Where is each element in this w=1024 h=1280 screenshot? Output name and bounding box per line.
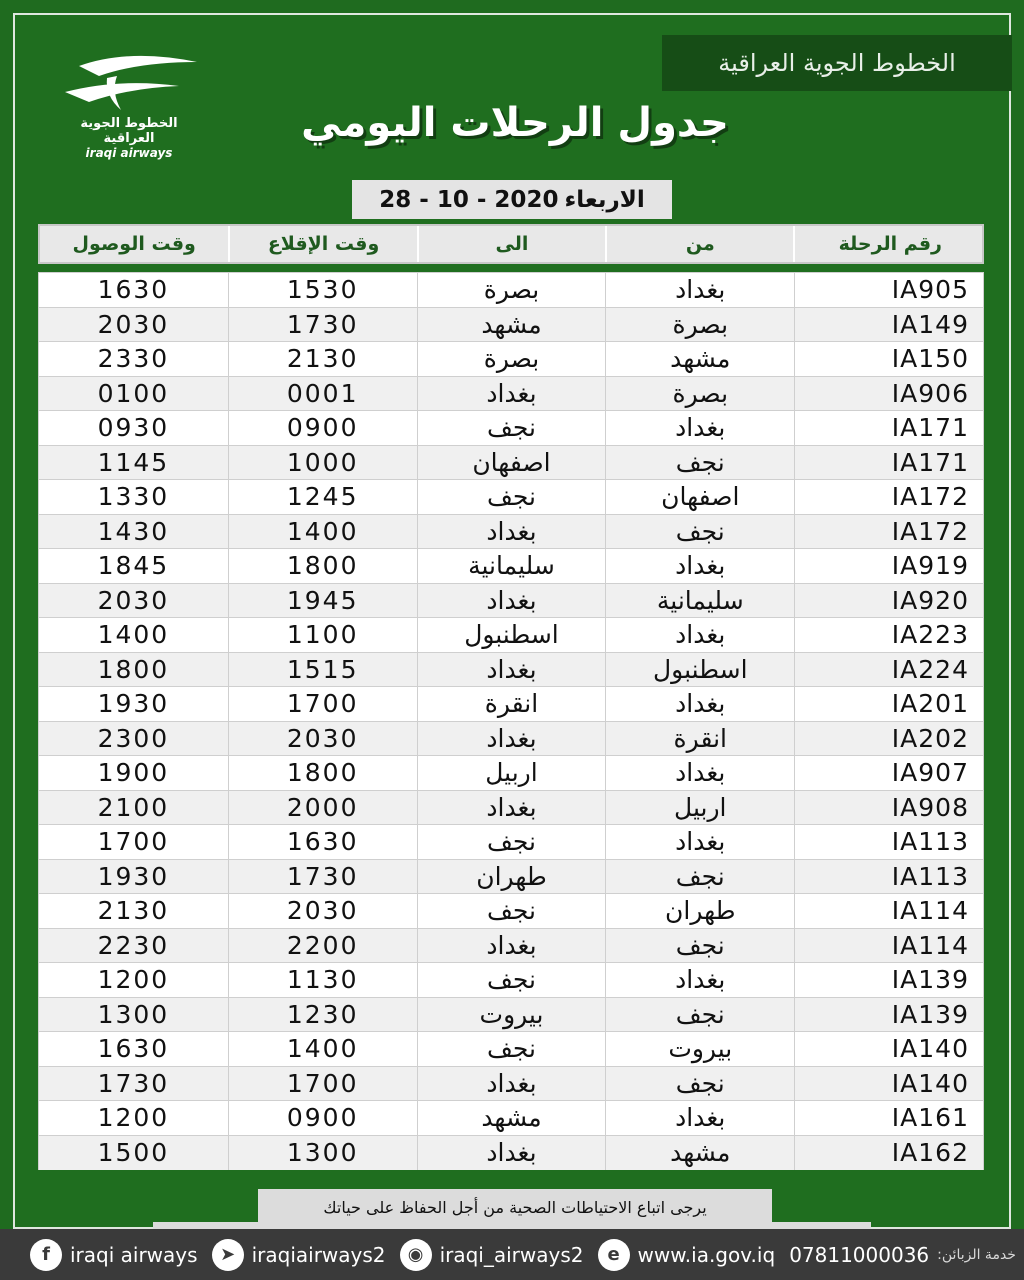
cell-to: بغداد [417,377,606,411]
cell-from: بصرة [605,308,794,342]
cell-to: نجف [417,963,606,997]
cell-arrival: 1430 [97,516,170,546]
table-row [39,273,983,308]
cell-departure: 2200 [228,929,417,963]
cell-departure: 1400 [228,1032,417,1066]
cell-to: بصرة [417,273,606,307]
cell-departure: 2030 [228,722,417,756]
cell-from: بغداد [605,963,794,997]
cell-to: بغداد [417,791,606,825]
table-row [39,377,983,412]
cell-to: بغداد [417,1067,606,1101]
table-row [39,756,983,791]
column-header-from: من [605,226,793,262]
cell-arrival: 1930 [97,689,170,719]
cell-to: بصرة [417,342,606,376]
cell-from: اربيل [605,791,794,825]
column-header-arrival: وقت الوصول [40,226,228,262]
cell-arrival: 2300 [97,723,170,753]
table-row [39,618,983,653]
cell-from: بيروت [605,1032,794,1066]
cell-flight: IA114 [794,929,983,963]
table-row [39,446,983,481]
telegram-icon: ➤ [212,1239,244,1271]
table-row [39,963,983,998]
cell-flight: IA223 [794,618,983,652]
table-row [39,1067,983,1102]
cell-to: بغداد [417,722,606,756]
cell-from: بغداد [605,273,794,307]
cell-to: بغداد [417,584,606,618]
cell-departure: 2030 [228,894,417,928]
airline-name-box [662,35,1012,91]
cell-departure: 1000 [228,446,417,480]
cell-flight: IA172 [794,480,983,514]
cell-arrival: 1630 [97,1034,170,1064]
cell-to: بغداد [417,653,606,687]
cell-from: بغداد [605,618,794,652]
globe-icon: e [598,1239,630,1271]
cell-to: اربيل [417,756,606,790]
footer-website[interactable] [598,1239,776,1271]
table-row [39,411,983,446]
cell-from: نجف [605,1067,794,1101]
cell-arrival: 1930 [97,861,170,891]
cell-to: سليمانية [417,549,606,583]
footer-telegram[interactable] [212,1239,386,1271]
iraqi-airways-logo [54,52,204,162]
cell-from: سليمانية [605,584,794,618]
cell-flight: IA113 [794,825,983,859]
table-row [39,653,983,688]
cell-from: نجف [605,446,794,480]
cell-departure: 1130 [228,963,417,997]
logo-text-arabic: الخطوط الجوية العراقية [80,116,178,146]
facebook-text: iraqi airways [70,1242,198,1267]
cell-arrival: 1845 [97,551,170,581]
cell-flight: IA224 [794,653,983,687]
cell-flight: IA906 [794,377,983,411]
cell-from: نجف [605,929,794,963]
cell-departure: 1700 [228,687,417,721]
cell-to: طهران [417,860,606,894]
phone-text: 07811000036 [789,1242,930,1267]
cell-arrival: 1400 [97,620,170,650]
column-header-to: الى [417,226,605,262]
cell-to: نجف [417,825,606,859]
footer-instagram[interactable] [400,1239,584,1271]
table-row [39,894,983,929]
health-notice [258,1189,772,1225]
cell-departure: 0900 [228,1101,417,1135]
notice-bar [153,1222,871,1229]
cell-flight: IA171 [794,446,983,480]
cell-departure: 1630 [228,825,417,859]
date-box [352,180,672,219]
table-row [39,584,983,619]
cell-arrival: 1200 [97,1103,170,1133]
table-row [39,791,983,826]
table-row [39,722,983,757]
airline-name: الخطوط الجوية العراقية [718,49,956,77]
cell-from: بغداد [605,1101,794,1135]
cell-arrival: 0100 [97,378,170,408]
instagram-icon: ◉ [400,1239,432,1271]
cell-flight: IA201 [794,687,983,721]
cell-departure: 1515 [228,653,417,687]
cell-from: بغداد [605,549,794,583]
table-row [39,825,983,860]
cell-arrival: 1200 [97,965,170,995]
cell-flight: IA905 [794,273,983,307]
date-value: 28 - 10 - 2020 [379,186,559,213]
cell-arrival: 2230 [97,930,170,960]
cell-departure: 0900 [228,411,417,445]
cell-flight: IA908 [794,791,983,825]
table-row [39,929,983,964]
flight-table [38,272,984,1170]
cell-to: نجف [417,411,606,445]
cell-flight: IA161 [794,1101,983,1135]
cell-departure: 1245 [228,480,417,514]
footer-customer-service [789,1243,1016,1267]
cell-departure: 1730 [228,308,417,342]
cell-arrival: 1330 [97,482,170,512]
cell-flight: IA907 [794,756,983,790]
table-row [39,860,983,895]
date-day: الاربعاء [564,186,645,213]
table-row [39,342,983,377]
cell-departure: 1730 [228,860,417,894]
cell-flight: IA114 [794,894,983,928]
cell-arrival: 0930 [97,413,170,443]
cell-from: طهران [605,894,794,928]
column-header-flight: رقم الرحلة [793,226,982,262]
cell-from: بصرة [605,377,794,411]
cell-arrival: 1145 [97,447,170,477]
cell-from: اصفهان [605,480,794,514]
cell-arrival: 2030 [97,309,170,339]
cell-arrival: 1730 [97,1068,170,1098]
cell-departure: 1300 [228,1136,417,1171]
cell-from: بغداد [605,825,794,859]
cell-to: نجف [417,894,606,928]
table-row [39,549,983,584]
cell-from: انقرة [605,722,794,756]
table-row [39,1101,983,1136]
cell-flight: IA172 [794,515,983,549]
cell-flight: IA139 [794,998,983,1032]
cell-from: بغداد [605,411,794,445]
table-row [39,308,983,343]
cell-to: بيروت [417,998,606,1032]
page-title: جدول الرحلات اليومي [301,100,729,146]
cell-departure: 1100 [228,618,417,652]
cell-departure: 2130 [228,342,417,376]
cell-from: بغداد [605,756,794,790]
cell-to: نجف [417,1032,606,1066]
cell-arrival: 2130 [97,896,170,926]
cell-to: نجف [417,480,606,514]
cell-arrival: 1900 [97,758,170,788]
cell-flight: IA919 [794,549,983,583]
cell-flight: IA920 [794,584,983,618]
cell-departure: 1400 [228,515,417,549]
cell-from: نجف [605,515,794,549]
cell-departure: 0001 [228,377,417,411]
logo-text-english: iraqi airways [85,146,173,160]
notice-text: يرجى اتباع الاحتياطات الصحية من أجل الحفاظ على حياتك [323,1197,707,1217]
cell-to: مشهد [417,1101,606,1135]
cell-flight: IA162 [794,1136,983,1171]
cell-flight: IA140 [794,1032,983,1066]
cell-to: مشهد [417,308,606,342]
cell-flight: IA149 [794,308,983,342]
table-row [39,1136,983,1171]
website-text: www.ia.gov.iq [637,1242,776,1267]
cell-to: اصفهان [417,446,606,480]
cell-arrival: 2100 [97,792,170,822]
cell-flight: IA202 [794,722,983,756]
column-header-departure: وقت الإقلاع [228,226,416,262]
service-label: خدمة الزبائن: [937,1246,1016,1263]
telegram-text: iraqiairways2 [251,1242,386,1267]
footer-bar [0,1229,1024,1280]
cell-departure: 1230 [228,998,417,1032]
cell-flight: IA150 [794,342,983,376]
footer-facebook[interactable] [30,1239,198,1271]
cell-departure: 1800 [228,549,417,583]
table-row [39,687,983,722]
table-header [38,224,984,264]
cell-from: بغداد [605,687,794,721]
cell-to: بغداد [417,1136,606,1171]
cell-departure: 1800 [228,756,417,790]
cell-arrival: 1500 [97,1138,170,1168]
cell-from: نجف [605,998,794,1032]
cell-to: اسطنبول [417,618,606,652]
facebook-icon: f [30,1239,62,1271]
cell-from: مشهد [605,1136,794,1171]
cell-from: مشهد [605,342,794,376]
cell-from: اسطنبول [605,653,794,687]
instagram-text: iraqi_airways2 [439,1242,584,1267]
cell-arrival: 1700 [97,827,170,857]
cell-flight: IA171 [794,411,983,445]
table-row [39,1032,983,1067]
cell-to: بغداد [417,929,606,963]
cell-arrival: 1300 [97,999,170,1029]
cell-departure: 2000 [228,791,417,825]
cell-arrival: 1630 [97,275,170,305]
cell-flight: IA140 [794,1067,983,1101]
cell-departure: 1945 [228,584,417,618]
cell-arrival: 1800 [97,654,170,684]
cell-arrival: 2330 [97,344,170,374]
cell-departure: 1530 [228,273,417,307]
cell-from: نجف [605,860,794,894]
bird-logo-icon [59,52,199,114]
cell-departure: 1700 [228,1067,417,1101]
table-row [39,998,983,1033]
cell-to: انقرة [417,687,606,721]
table-row [39,480,983,515]
cell-flight: IA139 [794,963,983,997]
table-row [39,515,983,550]
cell-to: بغداد [417,515,606,549]
cell-arrival: 2030 [97,585,170,615]
cell-flight: IA113 [794,860,983,894]
